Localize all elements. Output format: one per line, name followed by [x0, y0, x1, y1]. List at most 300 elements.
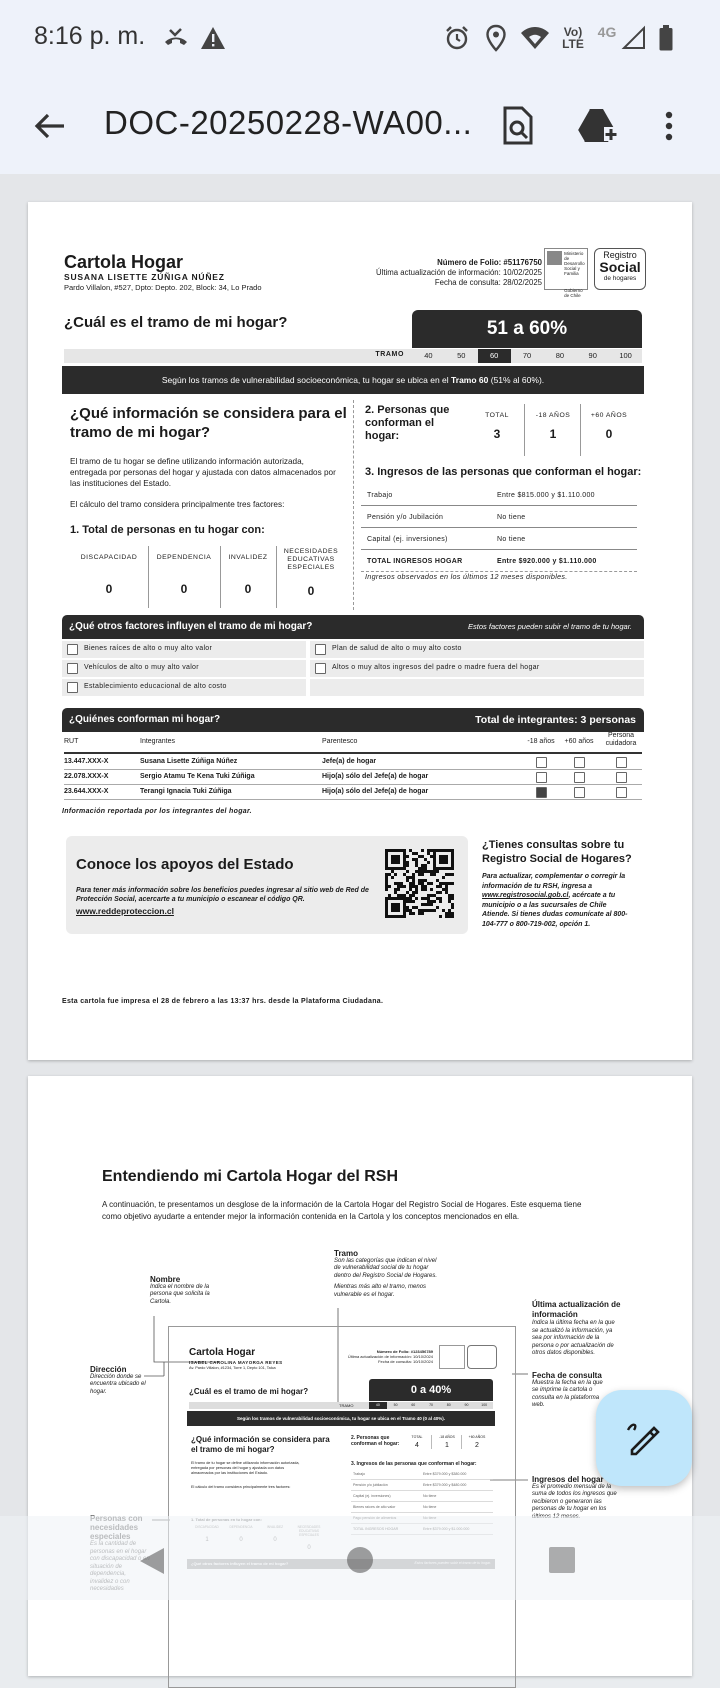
support-text: Para tener más información sobre los beneficios puedes ingresar al sitio web de Red de Protección Social, acercarte a tu municipio o escanear el código QR. [76, 887, 369, 903]
qr-module [445, 849, 448, 852]
qr-module [412, 912, 415, 915]
qr-module [445, 882, 448, 885]
qr-module [436, 885, 439, 888]
qr-module [403, 903, 406, 906]
info-text: El tramo de tu hogar se define utilizando información autorizada, entregada por personas del hogar y ajustada con datos almacenados por las instituciones del Estado. [70, 457, 336, 488]
mini-income-row [351, 1469, 493, 1480]
factor1-title: 1. Total de personas en tu hogar con: [70, 524, 265, 536]
qr-module [433, 873, 436, 876]
qr-module [409, 885, 412, 888]
ann-dir-text: Dirección donde se encuentra ubicado el hogar. [90, 1373, 146, 1395]
qr-module [415, 861, 418, 864]
factor2-table [470, 404, 642, 456]
member-rut: 23.644.XXX-X [64, 788, 109, 795]
factor3-title: 3. Ingresos de las personas que conforman el hogar: [365, 466, 642, 478]
income-row [361, 506, 637, 528]
qr-module [427, 861, 430, 864]
qr-module [430, 909, 433, 912]
qr-module [445, 891, 448, 894]
qr-module [415, 852, 418, 855]
mini-personas-value: 2 [475, 1442, 479, 1449]
qr-module [448, 882, 451, 885]
qr-module [403, 906, 406, 909]
missed-call-icon [160, 24, 192, 52]
qr-module [403, 897, 406, 900]
other-factors-title: ¿Qué otros factores influyen el tramo de mi hogar? [69, 621, 313, 632]
qr-module [427, 870, 430, 873]
ministry-name: Ministerio de Desarrollo Social y Familia [564, 251, 585, 276]
rsh-logo-line2: Social [599, 259, 641, 275]
qr-module [448, 900, 451, 903]
folio: Número de Folio: #51176750 [437, 258, 542, 267]
edit-pen-icon [624, 1418, 664, 1458]
member-rut: 13.447.XXX-X [64, 758, 109, 765]
qr-module [424, 885, 427, 888]
qr-module [406, 861, 409, 864]
members-col-header: +60 años [564, 738, 594, 745]
qr-module [442, 849, 445, 852]
mini-personas-col [433, 1435, 462, 1449]
mini-info-text: El tramo de tu hogar se define utilizando información autorizada, entregada por personas del hogar y ajustada con datos almacenados por las instituciones del Estado. [191, 1461, 300, 1475]
pdf-viewer[interactable] [0, 174, 720, 1600]
ann-ult-text: Indica la última fecha en la que se actualizó la información, ya sea por información de la persona o por actualización de otros datos disponibles. [532, 1320, 615, 1356]
qr-module [385, 909, 388, 912]
qr-module [430, 888, 433, 891]
qr-module [421, 870, 424, 873]
tramo-banner-post: (51% al 60%). [490, 375, 545, 385]
address: Pardo Villalon, #527, Dpto: Depto. 202, Block: 34, Lo Prado [64, 283, 262, 292]
questions-link[interactable]: www.registrosocial.gob.cl [482, 892, 569, 899]
qr-module [415, 864, 418, 867]
member-checkbox[interactable] [536, 787, 547, 798]
qr-module [427, 882, 430, 885]
support-link[interactable]: www.reddeproteccion.cl [76, 906, 174, 916]
qr-module [451, 903, 454, 906]
annotate-button[interactable] [596, 1390, 692, 1486]
qr-module [385, 915, 388, 918]
qr-module [406, 855, 409, 858]
other-factor-item [310, 641, 644, 658]
mini-personas: 2. Personas que conforman el hogar: [351, 1435, 400, 1447]
factor1-col-label: INVALIDEZ [228, 554, 268, 561]
qr-module [421, 909, 424, 912]
qr-module [439, 891, 442, 894]
members-col-header: Persona cuidadora [605, 732, 637, 747]
qr-module [403, 852, 406, 855]
header-meta [318, 258, 542, 288]
tramo-question: ¿Cuál es el tramo de mi hogar? [64, 314, 288, 331]
members-title: ¿Quiénes conforman mi hogar? [69, 714, 221, 725]
member-row-rule [64, 769, 642, 770]
qr-module [403, 912, 406, 915]
nav-recents-icon[interactable] [548, 1546, 576, 1579]
other-factor-empty [310, 679, 644, 696]
rsh-logo [594, 248, 646, 290]
members-note: Información reportada por los integrantes del hogar. [62, 808, 252, 815]
qr-module [388, 873, 391, 876]
qr-module [409, 849, 412, 852]
qr-module [385, 849, 388, 852]
qr-module [415, 897, 418, 900]
qr-module [448, 873, 451, 876]
ann-dir-title: Dirección [90, 1365, 127, 1374]
qr-module [391, 849, 394, 852]
qr-module [448, 912, 451, 915]
member-checkbox[interactable] [616, 772, 627, 783]
mini-title: Cartola Hogar [189, 1347, 256, 1358]
other-factor-checkbox[interactable] [315, 663, 326, 674]
qr-module [391, 855, 394, 858]
qr-module [385, 864, 388, 867]
members-col-header: -18 años [527, 738, 555, 745]
gov-name: Gobierno de Chile [564, 288, 583, 298]
qr-module [421, 849, 424, 852]
factor1-column [220, 546, 277, 608]
member-checkbox[interactable] [536, 757, 547, 768]
tramo-tick: 70 [522, 351, 532, 360]
ann-ingresos-title: Ingresos del hogar [532, 1475, 604, 1484]
qr-module [436, 870, 439, 873]
qr-module [415, 858, 418, 861]
page2-intro: A continuación, te presentamos un desglose de la información de la Cartola Hogar del Registro Social de Hogares. Este esquema tiene como objetivo ayudarte a entender mejor la información contenida en la Cartola y los conceptos mencionados en ella. [102, 1200, 582, 1221]
search-in-document-icon[interactable] [494, 102, 542, 150]
factor2-column [526, 404, 581, 456]
qr-module [385, 858, 388, 861]
qr-module [424, 903, 427, 906]
qr-module [391, 870, 394, 873]
qr-module [397, 867, 400, 870]
qr-module [418, 882, 421, 885]
qr-module [397, 885, 400, 888]
mini-personas-label: -18 AÑOS [439, 1435, 455, 1439]
qr-module [388, 894, 391, 897]
qr-module [427, 852, 430, 855]
mini-tramo-tick: 90 [464, 1403, 469, 1407]
qr-module [412, 900, 415, 903]
member-checkbox[interactable] [574, 772, 585, 783]
member-row-rule [64, 799, 642, 800]
qr-module [388, 849, 391, 852]
factor2-col-value: 3 [493, 427, 501, 441]
factor2-col-value: 1 [549, 427, 557, 441]
factor2-col-label: -18 AÑOS [535, 412, 571, 419]
mini-info-title: ¿Qué información se considera para el tramo de mi hogar? [191, 1435, 330, 1454]
members-header [62, 708, 644, 732]
qr-module [412, 882, 415, 885]
qr-module [421, 912, 424, 915]
qr-module [412, 885, 415, 888]
back-arrow-icon[interactable] [28, 104, 72, 148]
member-checkbox[interactable] [616, 787, 627, 798]
qr-module [385, 903, 388, 906]
mini-meta [309, 1349, 433, 1364]
qr-module [427, 903, 430, 906]
qr-module [397, 855, 400, 858]
qr-module [391, 858, 394, 861]
qr-module [409, 876, 412, 879]
qr-module [451, 855, 454, 858]
factor1-col-value: 0 [180, 582, 188, 596]
ann-tramo-text2: Mientras más alto el tramo, menos vulnerable es el hogar. [334, 1284, 427, 1298]
app-toolbar [0, 78, 720, 175]
qr-module [412, 852, 415, 855]
qr-module [400, 915, 403, 918]
mini-scale-label: TRAMO [339, 1403, 354, 1408]
mini-personas-col [463, 1435, 491, 1449]
save-to-drive-icon[interactable] [572, 102, 622, 150]
qr-module [433, 861, 436, 864]
mini-personas-label: TOTAL [411, 1435, 423, 1439]
mini-tramo-tick: 70 [429, 1403, 433, 1407]
qr-module [418, 855, 421, 858]
other-factor-checkbox[interactable] [315, 644, 326, 655]
qr-module [427, 849, 430, 852]
mini-income-label: Trabajo [353, 1472, 366, 1476]
mini-tramo-box: 0 a 40% [369, 1379, 493, 1401]
mini-ministry-logo [439, 1345, 465, 1369]
qr-module [397, 909, 400, 912]
factor2-title: 2. Personas que conforman el hogar: [365, 404, 450, 442]
qr-module [424, 858, 427, 861]
member-relation: Jefe(a) de hogar [322, 758, 377, 765]
qr-module [442, 909, 445, 912]
other-factor-checkbox[interactable] [67, 663, 78, 674]
qr-module [403, 900, 406, 903]
qr-module [448, 897, 451, 900]
qr-module [385, 906, 388, 909]
ann-tramo-text: Son las categorías que indican el nivel de vulnerabilidad social de tu hogar dentro del Registro Social de Hogares. [334, 1257, 438, 1279]
qr-module [409, 909, 412, 912]
qr-module [388, 897, 391, 900]
qr-module [433, 894, 436, 897]
tramo-value-box: 51 a 60% [412, 310, 642, 348]
qr-module [418, 870, 421, 873]
pdf-page-1 [28, 202, 692, 1060]
factor1-col-value: 0 [105, 582, 113, 596]
wifi-icon [518, 24, 552, 52]
qr-module [385, 897, 388, 900]
qr-module [442, 867, 445, 870]
status-bar [0, 0, 720, 78]
qr-module [391, 903, 394, 906]
mini-name: ISABEL CAROLINA MAYORGA REYES [189, 1360, 283, 1365]
qr-module [448, 867, 451, 870]
qr-module [451, 915, 454, 918]
mini-income-row [351, 1491, 493, 1502]
member-checkbox[interactable] [574, 787, 585, 798]
qr-module [385, 861, 388, 864]
income-row [361, 484, 637, 506]
mini-income-label: Capital (ej. inversiones) [353, 1494, 391, 1498]
qr-module [394, 855, 397, 858]
status-time: 8:16 p. m. [34, 22, 146, 50]
qr-module [403, 864, 406, 867]
mini-personas-value: 4 [415, 1442, 419, 1449]
member-checkbox[interactable] [616, 757, 627, 768]
income-note: Ingresos observados en los últimos 12 meses disponibles. [365, 572, 568, 581]
factor1-col-value: 0 [244, 582, 252, 596]
qr-module [433, 858, 436, 861]
mini-income-value: No tiene [423, 1505, 437, 1509]
qr-module [409, 888, 412, 891]
support-title: Conoce los apoyos del Estado [76, 856, 294, 873]
qr-module [451, 906, 454, 909]
factor1-col-value: 0 [307, 584, 315, 598]
volte-icon [556, 24, 590, 52]
ann-ingresos-text: Es el promedio mensual de la suma de todos los ingresos que recibieron o generaron las personas de tu hogar en los [532, 1483, 617, 1512]
qr-module [418, 873, 421, 876]
qr-module [442, 876, 445, 879]
member-name: Terangi Ignacia Tuki Zúñiga [140, 788, 232, 795]
qr-module [409, 894, 412, 897]
qr-module [424, 867, 427, 870]
mini-income-row [351, 1502, 493, 1513]
qr-module [412, 876, 415, 879]
qr-module [406, 909, 409, 912]
qr-module [403, 861, 406, 864]
qr-module [421, 903, 424, 906]
other-factors-note: Estos factores pueden subir el tramo de tu hogar. [468, 622, 632, 631]
qr-module [409, 912, 412, 915]
qr-module [403, 885, 406, 888]
mini-personas-value: 1 [445, 1442, 449, 1449]
other-factor-label: Establecimiento educacional de alto costo [84, 683, 227, 690]
qr-module [436, 849, 439, 852]
qr-module [451, 858, 454, 861]
qr-module [451, 912, 454, 915]
qr-module [439, 858, 442, 861]
mini-income-label: Pensión y/o jubilación [353, 1483, 388, 1487]
nav-home-icon[interactable] [346, 1546, 374, 1579]
qr-module [433, 852, 436, 855]
qr-module [415, 891, 418, 894]
qr-module [451, 864, 454, 867]
print-footer: Esta cartola fue impresa el 28 de febrero a las 13:37 hrs. desde la Plataforma Ciudadana. [62, 998, 384, 1005]
qr-module [421, 882, 424, 885]
coat-of-arms-icon [547, 251, 562, 265]
qr-module [394, 915, 397, 918]
qr-module [424, 888, 427, 891]
other-factor-label: Altos o muy altos ingresos del padre o madre fuera del hogar [332, 664, 540, 671]
qr-module [397, 903, 400, 906]
factor1-column [70, 546, 149, 608]
income-value: No tiene [497, 536, 526, 543]
qr-module [439, 885, 442, 888]
mini-tramo-tick: 80 [446, 1403, 451, 1407]
alarm-icon [442, 24, 472, 52]
qr-module [436, 879, 439, 882]
qr-module [385, 885, 388, 888]
members-col-header: Integrantes [140, 738, 176, 745]
qr-module [421, 885, 424, 888]
more-options-icon[interactable] [656, 102, 682, 150]
other-factor-label: Bienes raíces de alto o muy alto valor [84, 645, 213, 652]
income-row [361, 550, 637, 572]
mini-tramo-tick: 60 [411, 1403, 416, 1407]
warning-icon [198, 24, 228, 52]
member-relation: Hijo(a) sólo del Jefe(a) de hogar [322, 788, 429, 795]
qr-module [403, 915, 406, 918]
members-total: Total de integrantes: 3 personas [475, 714, 636, 726]
qr-module [424, 870, 427, 873]
mini-folio: Número de Folio: #123456789 [376, 1349, 433, 1354]
other-factor-item [62, 641, 306, 658]
qr-module [412, 891, 415, 894]
qr-module [427, 894, 430, 897]
qr-module [445, 861, 448, 864]
qr-module [421, 864, 424, 867]
mini-rsh-logo [467, 1345, 497, 1369]
qr-module [421, 873, 424, 876]
qr-module [400, 849, 403, 852]
mini-banner: Según los tramos de vulnerabilidad socioeconómica, tu hogar se ubica en el Tramo 40 (0 al 40%). [187, 1411, 495, 1426]
qr-module [451, 894, 454, 897]
volte-label: Vo) LTE [562, 25, 584, 51]
qr-module [445, 888, 448, 891]
qr-module [403, 858, 406, 861]
members-col-header: Parentesco [322, 738, 358, 745]
qr-module [385, 882, 388, 885]
qr-module [400, 867, 403, 870]
tramo-tick: 100 [619, 351, 632, 360]
qr-module [403, 873, 406, 876]
qr-module [448, 894, 451, 897]
factor1-col-label: NECESIDADES EDUCATIVAS ESPECIALES [283, 548, 339, 571]
page2-title: Entendiendo mi Cartola Hogar del RSH [102, 1168, 399, 1185]
qr-module [394, 873, 397, 876]
other-factor-checkbox[interactable] [67, 644, 78, 655]
qr-module [439, 915, 442, 918]
qr-module [421, 879, 424, 882]
qr-module [448, 915, 451, 918]
qr-module [403, 855, 406, 858]
member-name: Susana Lisette Zúñiga Núñez [140, 758, 238, 765]
qr-module [451, 861, 454, 864]
nav-back-icon[interactable] [138, 1546, 166, 1581]
mini-income-value: No tiene [423, 1494, 437, 1498]
qr-module [451, 882, 454, 885]
qr-module [451, 849, 454, 852]
rsh-logo-line1: Registro [603, 250, 637, 260]
income-label: Capital (ej. inversiones) [367, 536, 448, 543]
qr-module [451, 873, 454, 876]
member-checkbox[interactable] [574, 757, 585, 768]
factor2-col-label: TOTAL [485, 412, 509, 419]
tramo-tick: 40 [424, 351, 433, 360]
mini-addr: Av. Pardo Villalon, #1234, Torre 1, Depto 101, Talca [189, 1366, 276, 1370]
qr-module [442, 882, 445, 885]
qr-module [412, 894, 415, 897]
mini-personas-label: +60 AÑOS [468, 1435, 486, 1439]
qr-module [394, 861, 397, 864]
qr-module [424, 909, 427, 912]
qr-module [430, 873, 433, 876]
signal-icon [620, 24, 648, 52]
qr-module [388, 867, 391, 870]
qr-module [403, 909, 406, 912]
network-type: 4G [597, 24, 617, 40]
member-checkbox[interactable] [536, 772, 547, 783]
person-name: SUSANA LISETTE ZÚÑIGA NÚÑEZ [64, 272, 225, 282]
qr-module [433, 855, 436, 858]
other-factor-checkbox[interactable] [67, 682, 78, 693]
qr-module [385, 873, 388, 876]
qr-module [439, 897, 442, 900]
qr-module [448, 909, 451, 912]
factor2-column [582, 404, 636, 456]
questions-title: ¿Tienes consultas sobre tu Registro Social de Hogares? [482, 839, 632, 865]
ministry-logo [544, 248, 588, 298]
